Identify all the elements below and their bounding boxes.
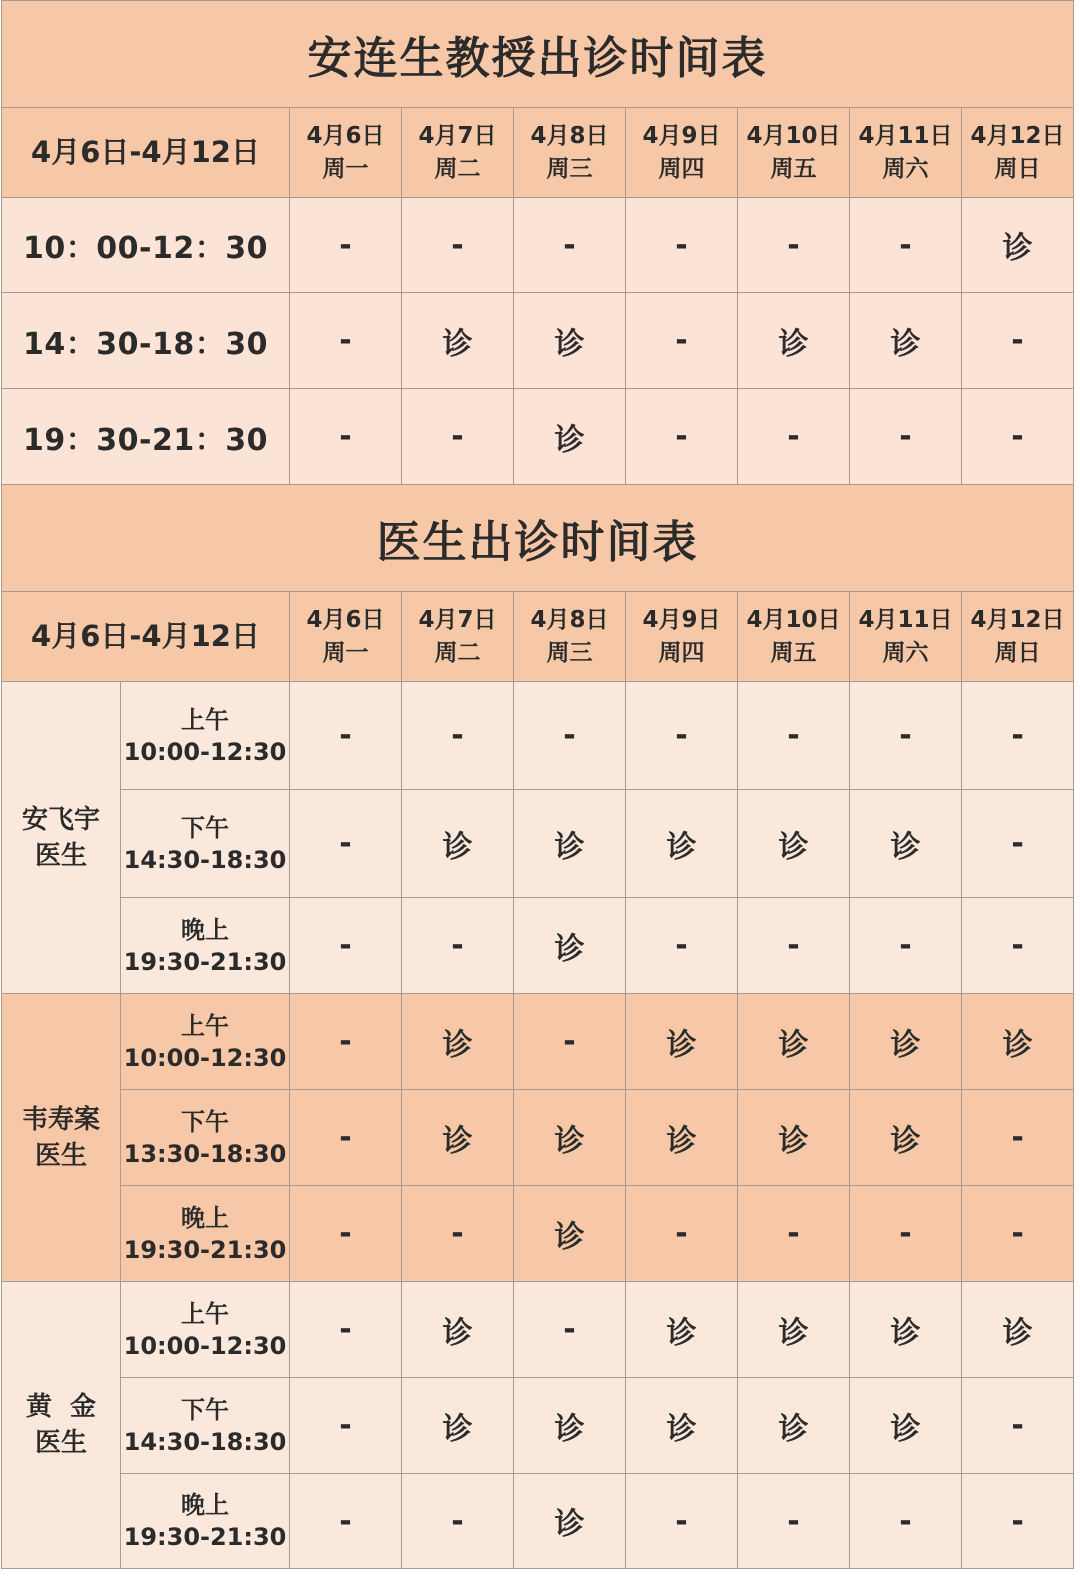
schedule-cell: 诊	[514, 1378, 626, 1474]
time-slot-label: 晚上 19:30-21:30	[121, 898, 290, 994]
schedule-cell: 诊	[850, 293, 962, 389]
schedule-cell: 诊	[626, 1282, 738, 1378]
schedule-cell: 诊	[514, 1186, 626, 1282]
doctor-name: 安飞宇 医生	[2, 682, 121, 994]
schedule-cell: -	[290, 790, 402, 898]
table1-day-header: 4月12日 周日	[962, 108, 1074, 198]
table2-day-header: 4月7日 周二	[402, 592, 514, 682]
schedule-cell: -	[738, 682, 850, 790]
schedule-cell: 诊	[514, 1090, 626, 1186]
schedule-cell: 诊	[850, 790, 962, 898]
time-slot-label: 下午 14:30-18:30	[121, 1378, 290, 1474]
schedule-cell: 诊	[402, 1282, 514, 1378]
doctor-name: 黄 金 医生	[2, 1282, 121, 1569]
time-slot-label: 14：30-18：30	[2, 293, 290, 389]
schedule-cell: 诊	[850, 1378, 962, 1474]
schedule-cell: -	[962, 1474, 1074, 1569]
schedule-cell: -	[402, 682, 514, 790]
schedule-cell: -	[626, 198, 738, 293]
schedule-cell: -	[626, 389, 738, 485]
schedule-cell: -	[626, 1474, 738, 1569]
schedule-cell: 诊	[402, 293, 514, 389]
table1-day-header: 4月6日 周一	[290, 108, 402, 198]
schedule-cell: -	[738, 1186, 850, 1282]
schedule-cell: -	[850, 198, 962, 293]
schedule-sheet	[1, 0, 1074, 1569]
table-row	[2, 1474, 1074, 1569]
table1-date-range: 4月6日-4月12日	[2, 108, 290, 198]
schedule-cell: -	[402, 198, 514, 293]
schedule-cell: 诊	[626, 790, 738, 898]
schedule-cell: 诊	[962, 994, 1074, 1090]
schedule-cell: -	[290, 682, 402, 790]
schedule-cell: -	[290, 198, 402, 293]
schedule-cell: 诊	[738, 994, 850, 1090]
table-row	[2, 994, 1074, 1090]
table-row	[2, 1090, 1074, 1186]
table-row	[2, 1282, 1074, 1378]
schedule-cell: -	[290, 1186, 402, 1282]
schedule-cell: -	[290, 389, 402, 485]
schedule-cell: 诊	[514, 293, 626, 389]
time-slot-label: 10：00-12：30	[2, 198, 290, 293]
schedule-cell: 诊	[514, 389, 626, 485]
schedule-cell: -	[626, 682, 738, 790]
schedule-cell: -	[290, 293, 402, 389]
schedule-cell: -	[962, 1090, 1074, 1186]
schedule-cell: -	[290, 1474, 402, 1569]
time-slot-label: 上午 10:00-12:30	[121, 1282, 290, 1378]
schedule-cell: 诊	[738, 293, 850, 389]
time-slot-label: 下午 14:30-18:30	[121, 790, 290, 898]
schedule-cell: -	[402, 1474, 514, 1569]
schedule-cell: -	[738, 389, 850, 485]
table-row	[2, 1186, 1074, 1282]
schedule-cell: -	[514, 1282, 626, 1378]
table1-day-header: 4月10日 周五	[738, 108, 850, 198]
schedule-cell: -	[402, 389, 514, 485]
schedule-cell: -	[626, 1186, 738, 1282]
table2-day-header: 4月6日 周一	[290, 592, 402, 682]
doctor-name: 韦寿案 医生	[2, 994, 121, 1282]
table2-day-header: 4月11日 周六	[850, 592, 962, 682]
schedule-cell: 诊	[626, 1090, 738, 1186]
schedule-cell: 诊	[402, 1090, 514, 1186]
schedule-cell: 诊	[514, 790, 626, 898]
table2-day-header: 4月8日 周三	[514, 592, 626, 682]
table1-day-header: 4月8日 周三	[514, 108, 626, 198]
schedule-cell: -	[626, 293, 738, 389]
schedule-cell: -	[402, 898, 514, 994]
table-row	[2, 898, 1074, 994]
schedule-cell: 诊	[402, 790, 514, 898]
table1-day-header: 4月11日 周六	[850, 108, 962, 198]
schedule-cell: 诊	[626, 1378, 738, 1474]
schedule-cell: -	[290, 1378, 402, 1474]
schedule-cell: -	[962, 1186, 1074, 1282]
table1-day-header: 4月7日 周二	[402, 108, 514, 198]
doctor-schedule-table	[1, 484, 1074, 1569]
schedule-cell: -	[962, 898, 1074, 994]
schedule-cell: -	[290, 1282, 402, 1378]
time-slot-label: 上午 10:00-12:30	[121, 994, 290, 1090]
schedule-cell: -	[402, 1186, 514, 1282]
schedule-cell: -	[514, 198, 626, 293]
schedule-cell: 诊	[402, 994, 514, 1090]
time-slot-label: 下午 13:30-18:30	[121, 1090, 290, 1186]
schedule-cell: -	[850, 898, 962, 994]
schedule-cell: -	[626, 898, 738, 994]
schedule-cell: -	[962, 790, 1074, 898]
schedule-cell: 诊	[738, 1282, 850, 1378]
schedule-cell: 诊	[514, 1474, 626, 1569]
schedule-cell: 诊	[738, 790, 850, 898]
table1-header-row	[2, 108, 1074, 198]
schedule-cell: 诊	[626, 994, 738, 1090]
schedule-cell: 诊	[962, 1282, 1074, 1378]
schedule-cell: -	[962, 682, 1074, 790]
table-row	[2, 682, 1074, 790]
schedule-cell: -	[290, 898, 402, 994]
table2-day-header: 4月10日 周五	[738, 592, 850, 682]
table-row	[2, 1378, 1074, 1474]
schedule-cell: -	[850, 1186, 962, 1282]
schedule-cell: -	[514, 994, 626, 1090]
schedule-cell: -	[850, 682, 962, 790]
table2-header-row	[2, 592, 1074, 682]
schedule-cell: -	[738, 898, 850, 994]
schedule-cell: -	[738, 198, 850, 293]
table1-day-header: 4月9日 周四	[626, 108, 738, 198]
table-row	[2, 293, 1074, 389]
table-row	[2, 389, 1074, 485]
professor-schedule-table	[1, 0, 1074, 485]
schedule-cell: -	[962, 389, 1074, 485]
schedule-cell: 诊	[738, 1090, 850, 1186]
schedule-cell: -	[962, 1378, 1074, 1474]
table2-day-header: 4月12日 周日	[962, 592, 1074, 682]
table2-day-header: 4月9日 周四	[626, 592, 738, 682]
schedule-cell: -	[290, 1090, 402, 1186]
schedule-cell: -	[290, 994, 402, 1090]
schedule-cell: -	[850, 1474, 962, 1569]
table2-date-range: 4月6日-4月12日	[2, 592, 290, 682]
doctor-schedule-title: 医生出诊时间表	[2, 485, 1074, 592]
schedule-cell: -	[738, 1474, 850, 1569]
schedule-cell: 诊	[850, 994, 962, 1090]
professor-schedule-title: 安连生教授出诊时间表	[2, 1, 1074, 108]
table-row	[2, 790, 1074, 898]
time-slot-label: 上午 10:00-12:30	[121, 682, 290, 790]
schedule-cell: -	[962, 293, 1074, 389]
schedule-cell: 诊	[514, 898, 626, 994]
time-slot-label: 晚上 19:30-21:30	[121, 1186, 290, 1282]
table-row	[2, 198, 1074, 293]
schedule-cell: 诊	[402, 1378, 514, 1474]
schedule-cell: 诊	[738, 1378, 850, 1474]
schedule-cell: -	[514, 682, 626, 790]
time-slot-label: 晚上 19:30-21:30	[121, 1474, 290, 1569]
schedule-cell: -	[850, 389, 962, 485]
time-slot-label: 19：30-21：30	[2, 389, 290, 485]
schedule-cell: 诊	[962, 198, 1074, 293]
schedule-cell: 诊	[850, 1090, 962, 1186]
schedule-cell: 诊	[850, 1282, 962, 1378]
